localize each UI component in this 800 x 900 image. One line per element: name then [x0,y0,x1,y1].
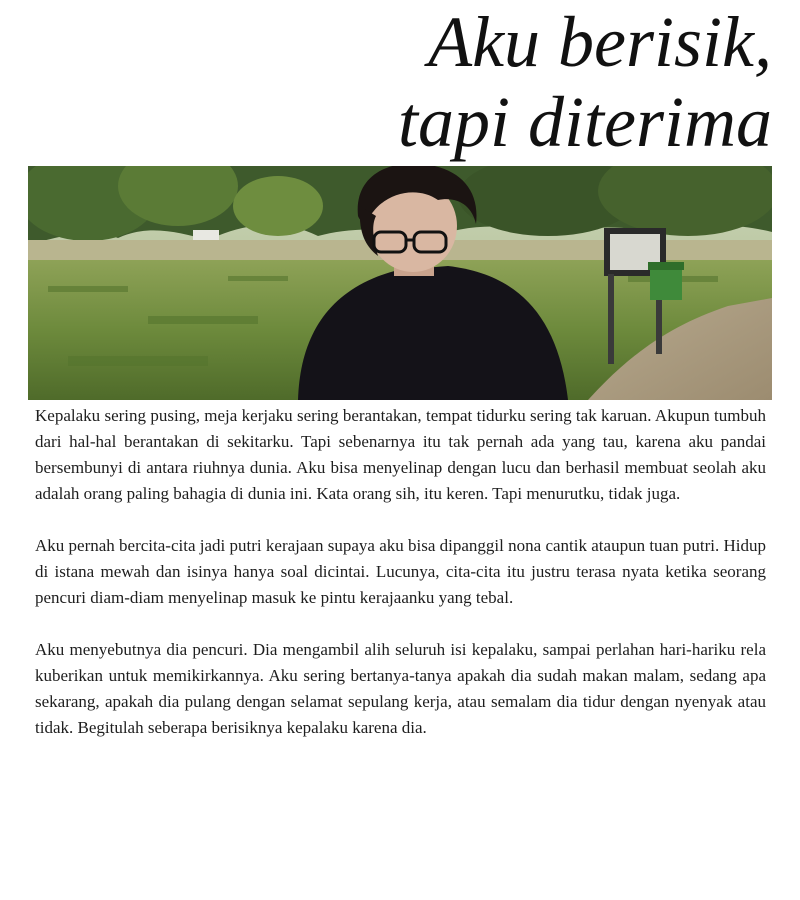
title-line-1: Aku berisik, [428,2,772,82]
article-body [35,403,766,767]
paragraph-2: Aku pernah bercita-cita jadi putri kerajaan supaya aku bisa dipanggil nona cantik ataupun tuan putri. Hidup di istana mewah dan isinya hanya soal dicintai. Lucunya, cita-cita itu justru terasa nyata ketika seorang pencuri diam-diam menyelinap masuk ke pintu kerajaanku yang tebal. [35,536,766,607]
person-in-park-photo-icon [28,166,772,400]
paragraph-3: Aku menyebutnya dia pencuri. Dia mengambil alih seluruh isi kepalaku, sampai perlahan hari-hariku rela kuberikan untuk memikirkannya. Aku sering bertanya-tanya apakah dia sudah makan malam, sedang apa sekarang, apakah dia pulang dengan selamat sepulang kerja, atau semalam dia tidur dengan nyenyak atau tidak. Begitulah seberapa berisiknya kepalaku karena dia. [35,640,766,737]
article-title [72,2,772,162]
header-photo [28,166,772,400]
paragraph-1: Kepalaku sering pusing, meja kerjaku sering berantakan, tempat tidurku sering tak karuan. Akupun tumbuh dari hal-hal berantakan di sekitarku. Tapi sebenarnya itu tak pernah ada yang tau, karena aku pandai bersembunyi di antara riuhnya dunia. Aku bisa menyelinap dengan lucu dan berhasil membuat seolah aku adalah orang paling bahagia di dunia ini. Kata orang sih, itu keren. Tapi menurutku, tidak juga. [35,406,766,503]
title-line-2: tapi diterima [398,82,772,162]
